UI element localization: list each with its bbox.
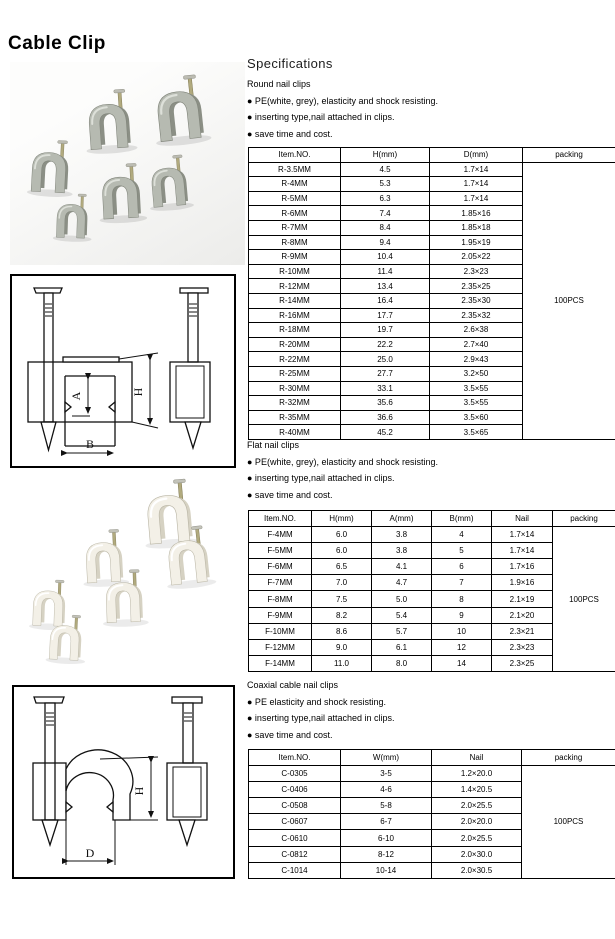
table-cell: R-22MM (249, 352, 341, 367)
table-cell: 1.7×14 (430, 177, 523, 192)
table-cell: C-0610 (249, 830, 341, 846)
table-cell: 11.0 (312, 655, 372, 671)
table-cell: R-4MM (249, 177, 341, 192)
round-clips-table-wrap (248, 147, 615, 440)
table-cell: R-7MM (249, 220, 341, 235)
round-clips-photo-graphic (10, 62, 245, 265)
flat-clips-table-wrap (248, 510, 615, 672)
table-cell: 19.7 (341, 323, 430, 338)
table-cell: 2.0×25.5 (432, 798, 522, 814)
feature-bullet: ● PE(white, grey), elasticity and shock resisting. (247, 96, 439, 106)
table-cell: 3.5×65 (430, 425, 523, 440)
table-cell: 1.7×14 (430, 162, 523, 177)
table-cell: 33.1 (341, 381, 430, 396)
table-cell: R-6MM (249, 206, 341, 221)
table-cell: C-0305 (249, 766, 341, 782)
column-header: packing (553, 511, 615, 527)
feature-bullet: ● save time and cost. (247, 128, 333, 139)
table-cell: R-40MM (249, 425, 341, 440)
table-cell: 6.0 (312, 527, 372, 543)
table-cell: 8.2 (312, 607, 372, 623)
table-cell: 9.0 (312, 639, 372, 655)
table-cell: 2.35×25 (430, 279, 523, 294)
round-clip-technical-drawing (12, 685, 235, 879)
table-cell: 5.0 (372, 591, 432, 607)
feature-bullet: ● inserting type,nail attached in clips. (247, 473, 395, 484)
column-header: W(mm) (341, 750, 432, 766)
table-cell: C-0607 (249, 814, 341, 830)
table-cell: 2.3×23 (430, 264, 523, 279)
table-row (249, 527, 615, 543)
table-row (249, 162, 615, 177)
round-clip-drawing-graphic (14, 687, 233, 877)
table-cell: 25.0 (341, 352, 430, 367)
table-cell: 1.7×14 (492, 543, 553, 559)
table-cell: R-30MM (249, 381, 341, 396)
specifications-heading: Specifications (247, 56, 333, 71)
table-cell: 6-7 (341, 814, 432, 830)
table-cell: 7.0 (312, 575, 372, 591)
table-cell: 1.95×19 (430, 235, 523, 250)
table-cell: 8.0 (372, 655, 432, 671)
table-cell: 1.7×14 (492, 527, 553, 543)
table-cell: 22.2 (341, 337, 430, 352)
table-cell: F-12MM (249, 639, 312, 655)
table-cell: 2.3×21 (492, 623, 553, 639)
table-cell: 1.4×20.5 (432, 782, 522, 798)
column-header: Item.NO. (249, 750, 341, 766)
table-cell: 4.7 (372, 575, 432, 591)
table-cell: C-0812 (249, 846, 341, 862)
section-flat-nail-clips (247, 440, 615, 503)
table-cell: F-4MM (249, 527, 312, 543)
table-cell: 1.85×16 (430, 206, 523, 221)
table-cell: 2.1×19 (492, 591, 553, 607)
table-cell: 7.4 (341, 206, 430, 221)
feature-bullet: ● PE(white, grey), elasticity and shock resisting. (247, 457, 439, 467)
table-cell: 13.4 (341, 279, 430, 294)
table-cell: 7.5 (312, 591, 372, 607)
table-cell: 2.0×20.0 (432, 814, 522, 830)
page-title: Cable Clip (8, 32, 106, 54)
feature-bullet: ● save time and cost. (247, 489, 333, 500)
table-cell: 5.4 (372, 607, 432, 623)
flat-clips-spec-table (248, 510, 615, 672)
table-cell: 2.7×40 (430, 337, 523, 352)
column-header: packing (522, 750, 615, 766)
table-cell: 3.5×60 (430, 410, 523, 425)
table-cell: 4.5 (341, 162, 430, 177)
table-cell: 14 (432, 655, 492, 671)
table-cell: 3.8 (372, 543, 432, 559)
table-cell: 2.0×25.5 (432, 830, 522, 846)
table-cell: 9 (432, 607, 492, 623)
table-cell: 8.4 (341, 220, 430, 235)
table-cell: 2.05×22 (430, 250, 523, 265)
table-cell: 1.9×16 (492, 575, 553, 591)
table-cell: 8.6 (312, 623, 372, 639)
table-cell: 27.7 (341, 366, 430, 381)
table-cell: 7 (432, 575, 492, 591)
table-cell: 2.0×30.0 (432, 846, 522, 862)
feature-bullet: ● PE elasticity and shock resisting. (247, 697, 386, 707)
table-cell: F-14MM (249, 655, 312, 671)
table-cell: 2.3×25 (492, 655, 553, 671)
table-cell: R-18MM (249, 323, 341, 338)
table-cell: 8-12 (341, 846, 432, 862)
table-cell: 12 (432, 639, 492, 655)
table-header-row (249, 750, 615, 766)
table-cell: R-35MM (249, 410, 341, 425)
section-round-nail-clips (247, 79, 615, 142)
flat-clip-technical-drawing (10, 274, 236, 468)
table-cell: R-25MM (249, 366, 341, 381)
table-cell: 16.4 (341, 293, 430, 308)
table-cell: 2.3×23 (492, 639, 553, 655)
coax-clips-spec-table (248, 749, 615, 879)
table-cell: 5.3 (341, 177, 430, 192)
table-cell: F-10MM (249, 623, 312, 639)
flat-clip-drawing-graphic (12, 276, 234, 466)
table-cell: R-10MM (249, 264, 341, 279)
table-cell: 2.6×38 (430, 323, 523, 338)
table-cell: R-14MM (249, 293, 341, 308)
dim-label-h: H (132, 786, 146, 796)
table-cell: 6.1 (372, 639, 432, 655)
table-cell: 36.6 (341, 410, 430, 425)
table-cell: 4-6 (341, 782, 432, 798)
table-cell: 9.4 (341, 235, 430, 250)
table-cell: 2.0×30.5 (432, 862, 522, 878)
product-photo-flat-clips (10, 473, 245, 680)
table-cell: 17.7 (341, 308, 430, 323)
table-cell: F-5MM (249, 543, 312, 559)
feature-bullet: ● inserting type,nail attached in clips. (247, 713, 395, 724)
table-cell: 3.5×55 (430, 396, 523, 411)
table-cell: 3.8 (372, 527, 432, 543)
round-clips-spec-table (248, 147, 615, 440)
dim-label-d: D (85, 846, 95, 860)
packing-cell: 100PCS (523, 162, 615, 439)
column-header: H(mm) (341, 148, 430, 163)
table-cell: 1.2×20.0 (432, 766, 522, 782)
table-cell: 45.2 (341, 425, 430, 440)
table-cell: 2.9×43 (430, 352, 523, 367)
column-header: Item.NO. (249, 511, 312, 527)
table-cell: R-5MM (249, 191, 341, 206)
table-cell: R-3.5MM (249, 162, 341, 177)
table-cell: 3-5 (341, 766, 432, 782)
product-photo-round-clips (10, 62, 245, 265)
table-cell: 1.85×18 (430, 220, 523, 235)
table-cell: C-0508 (249, 798, 341, 814)
column-header: H(mm) (312, 511, 372, 527)
table-cell: C-0406 (249, 782, 341, 798)
dim-label-h: H (131, 387, 145, 397)
table-cell: 1.7×16 (492, 559, 553, 575)
table-cell: 2.35×32 (430, 308, 523, 323)
column-header: A(mm) (372, 511, 432, 527)
flat-clips-photo-graphic (10, 473, 245, 680)
table-cell: R-8MM (249, 235, 341, 250)
section-title: Coaxial cable nail clips (247, 680, 339, 690)
table-cell: 1.7×14 (430, 191, 523, 206)
packing-cell: 100PCS (522, 766, 615, 879)
table-row (249, 766, 615, 782)
table-cell: 5.7 (372, 623, 432, 639)
column-header: Nail (492, 511, 553, 527)
table-cell: 8 (432, 591, 492, 607)
table-cell: 6 (432, 559, 492, 575)
coax-clips-table-wrap (248, 749, 615, 879)
section-title: Flat nail clips (247, 440, 300, 450)
table-cell: R-20MM (249, 337, 341, 352)
table-header-row (249, 511, 615, 527)
table-cell: C-1014 (249, 862, 341, 878)
column-header: B(mm) (432, 511, 492, 527)
table-cell: 3.2×50 (430, 366, 523, 381)
table-cell: F-9MM (249, 607, 312, 623)
table-cell: 4.1 (372, 559, 432, 575)
table-header-row (249, 148, 615, 163)
table-cell: F-8MM (249, 591, 312, 607)
column-header: packing (523, 148, 615, 163)
section-coaxial-clips (247, 680, 615, 743)
table-cell: 6.3 (341, 191, 430, 206)
table-cell: 10 (432, 623, 492, 639)
feature-bullet: ● inserting type,nail attached in clips. (247, 112, 395, 123)
column-header: Nail (432, 750, 522, 766)
table-cell: 10-14 (341, 862, 432, 878)
feature-bullet: ● save time and cost. (247, 729, 333, 740)
table-cell: R-32MM (249, 396, 341, 411)
section-title: Round nail clips (247, 79, 311, 89)
table-cell: 2.1×20 (492, 607, 553, 623)
table-cell: 6.0 (312, 543, 372, 559)
dim-label-a: A (69, 391, 83, 401)
packing-cell: 100PCS (553, 527, 615, 672)
table-cell: R-16MM (249, 308, 341, 323)
table-cell: 6.5 (312, 559, 372, 575)
table-cell: 11.4 (341, 264, 430, 279)
table-cell: 5-8 (341, 798, 432, 814)
table-cell: F-6MM (249, 559, 312, 575)
table-cell: 5 (432, 543, 492, 559)
table-cell: 4 (432, 527, 492, 543)
column-header: D(mm) (430, 148, 523, 163)
table-cell: R-9MM (249, 250, 341, 265)
table-cell: R-12MM (249, 279, 341, 294)
column-header: Item.NO. (249, 148, 341, 163)
table-cell: 10.4 (341, 250, 430, 265)
dim-label-b: B (85, 437, 95, 451)
table-cell: 6-10 (341, 830, 432, 846)
table-cell: 35.6 (341, 396, 430, 411)
table-cell: 3.5×55 (430, 381, 523, 396)
table-cell: F-7MM (249, 575, 312, 591)
table-cell: 2.35×30 (430, 293, 523, 308)
